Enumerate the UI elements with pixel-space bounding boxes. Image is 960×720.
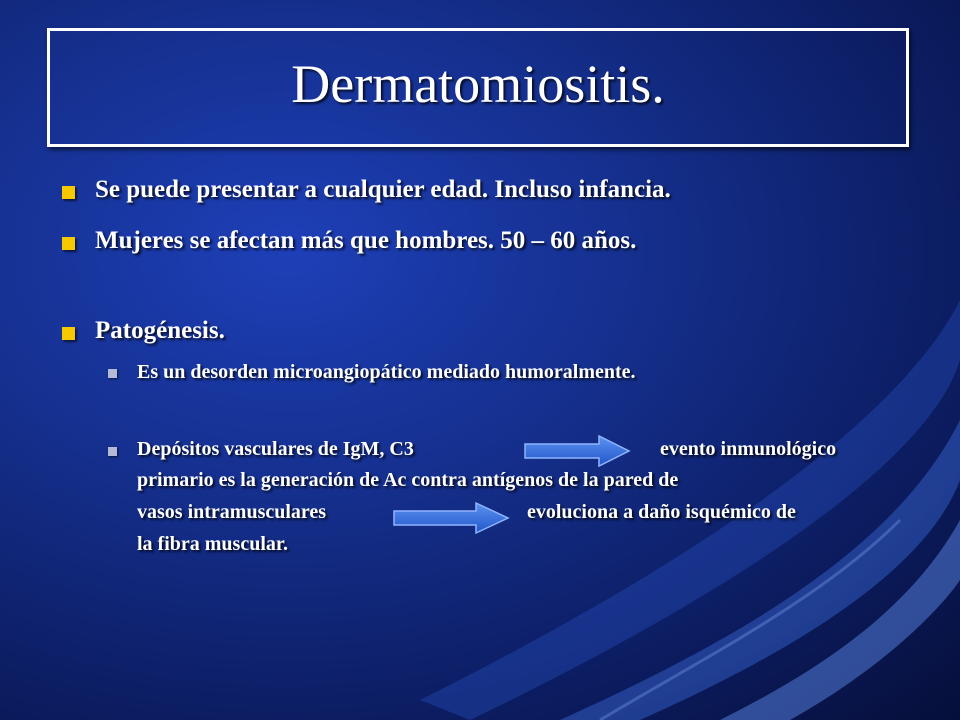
bullet-square-icon bbox=[62, 237, 75, 250]
sub-bullet-square-icon bbox=[108, 369, 117, 378]
sub-bullet-line3-a: vasos intramusculares bbox=[137, 501, 327, 523]
right-arrow-icon bbox=[523, 433, 633, 469]
sub-bullet-line2: primario es la generación de Ac contra antígenos de la pared de bbox=[137, 469, 679, 491]
sub-bullet-line1-a: Depósitos vasculares de IgM, C3 bbox=[137, 438, 414, 460]
bullet-square-icon bbox=[62, 327, 75, 340]
sub-bullet-square-icon bbox=[108, 447, 117, 456]
slide-title: Dermatomiositis. bbox=[291, 53, 665, 114]
bullet-text-pathogenesis: Patogénesis. bbox=[95, 317, 225, 344]
title-box bbox=[47, 28, 909, 147]
sub-bullet-line4: la fibra muscular. bbox=[137, 533, 288, 555]
bullet-text-gender: Mujeres se afectan más que hombres. 50 – 60 años. bbox=[95, 227, 637, 254]
sub-bullet-text-microangiopathic: Es un desorden microangiopático mediado humoralmente. bbox=[137, 361, 636, 383]
bullet-text-age: Se puede presentar a cualquier edad. Incluso infancia. bbox=[95, 176, 671, 203]
bullet-square-icon bbox=[62, 186, 75, 199]
right-arrow-icon bbox=[392, 500, 512, 536]
sub-bullet-line1-b: evento inmunológico bbox=[660, 438, 837, 460]
sub-bullet-line3-b: evoluciona a daño isquémico de bbox=[527, 501, 796, 523]
